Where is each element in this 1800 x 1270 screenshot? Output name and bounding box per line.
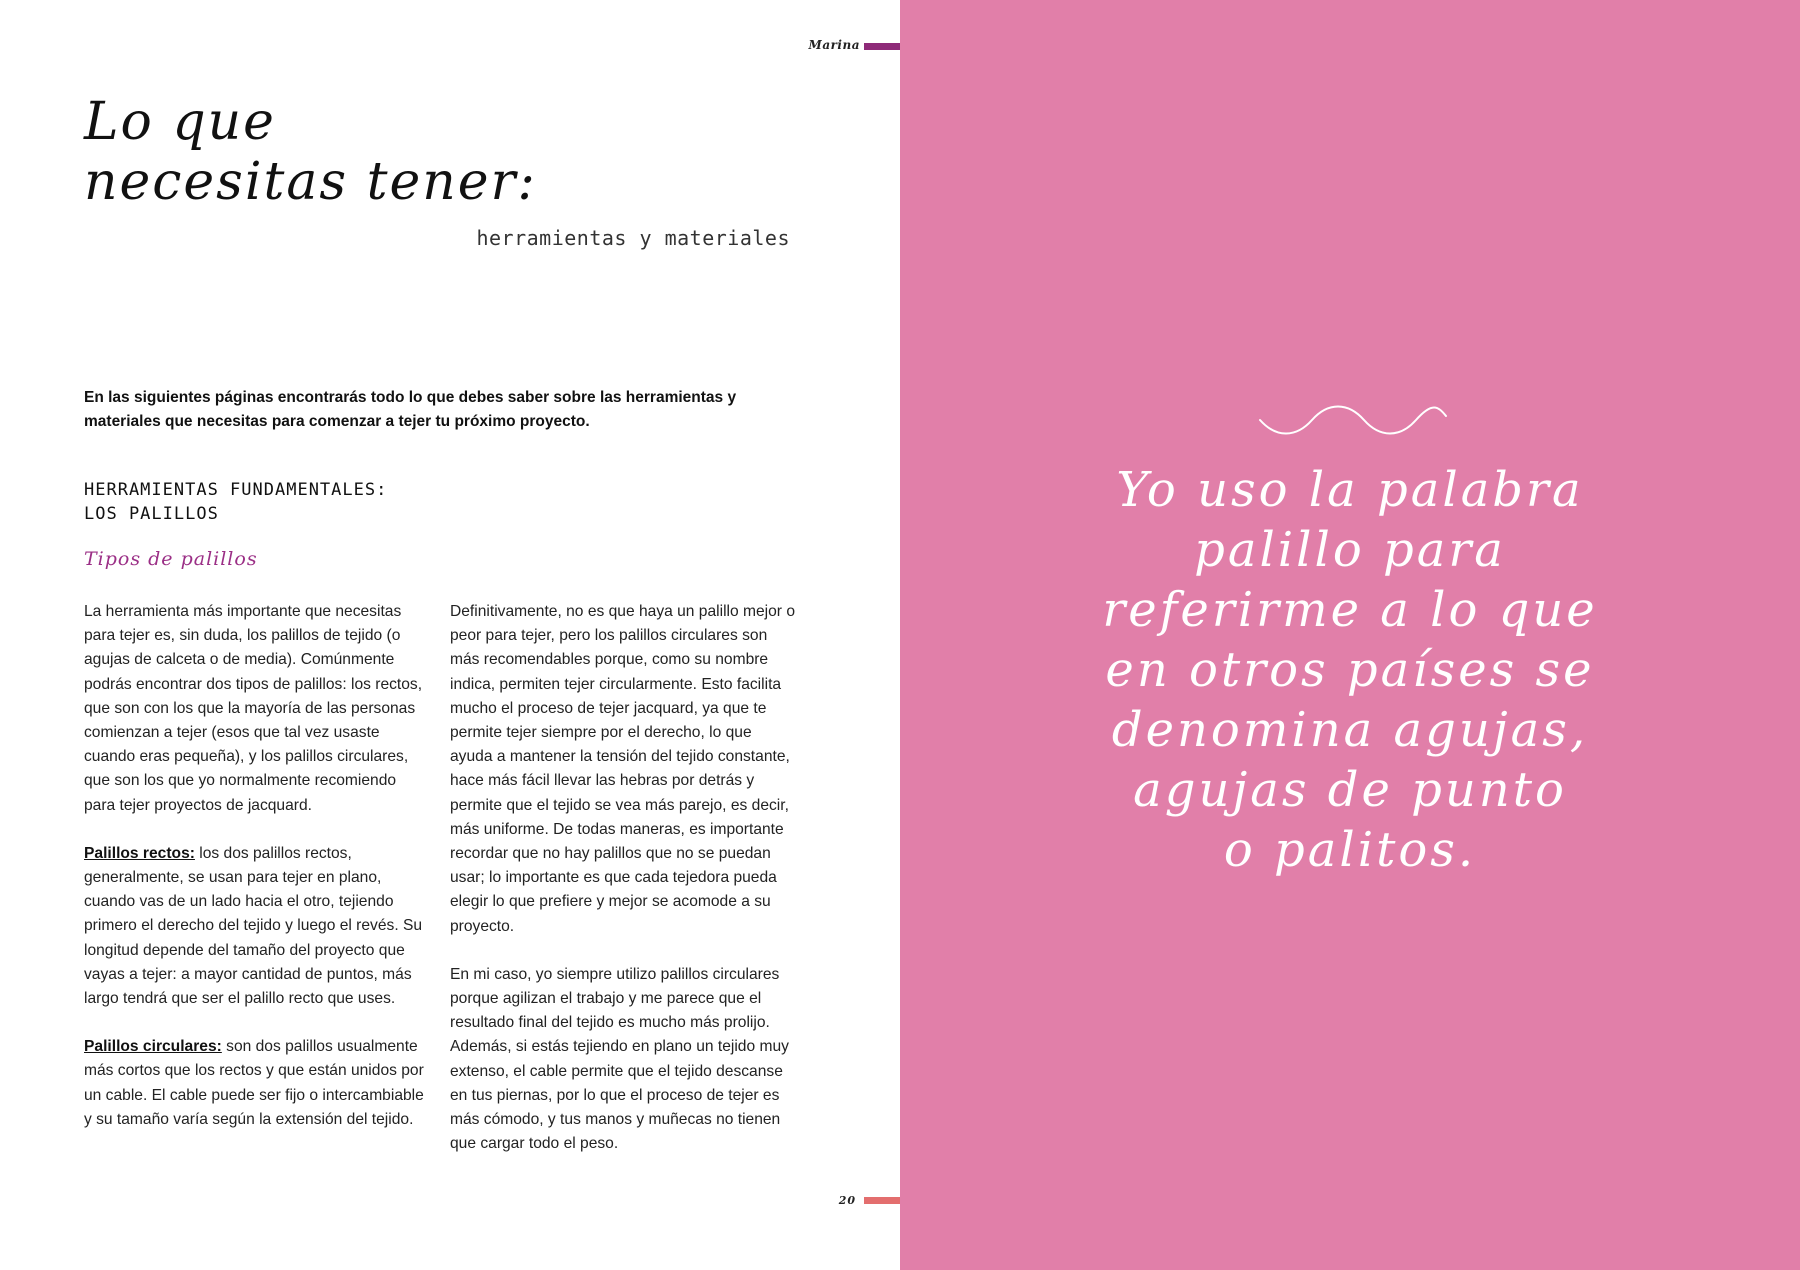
running-head-bar	[864, 43, 900, 50]
quote-line: denomina agujas,	[1111, 702, 1589, 758]
intro-paragraph: En las siguientes páginas encontrarás todo lo que debes saber sobre las herramientas y materiales que necesitas para comenzar a tejer tu próximo proyecto.	[84, 389, 737, 430]
section-heading-line-2: LOS PALILLOS	[84, 504, 219, 524]
page-title	[84, 92, 537, 212]
section-heading-line-1: HERRAMIENTAS FUNDAMENTALES:	[84, 480, 388, 500]
quote-line: referirme a lo que	[1102, 582, 1598, 638]
quote-line: en otros países se	[1105, 642, 1595, 698]
pull-quote	[980, 460, 1720, 880]
text-column-1	[84, 600, 430, 1156]
paragraph: En mi caso, yo siempre utilizo palillos circulares porque agilizan el trabajo y me parece que el resultado final del tejido es mucho más prolijo. Además, si estás tejiendo en plano un tejido muy extenso, el cable permite que el tejido descanse en tus piernas, por lo que el proceso de tejer es más cómodo, y tus manos y muñecas no tienen que cargar todo el peso.	[450, 965, 789, 1153]
wave-ornament-icon	[1258, 402, 1448, 438]
page-number-bar	[864, 1197, 900, 1204]
paragraph-straight-needles	[84, 842, 430, 1011]
paragraph-text: los dos palillos rectos, generalmente, se usan para tejer en plano, cuando vas de un lado hacia el otro, tejiendo primero el derecho del tejido y luego el revés. Su longitud depende del tamaño del proyecto que vayas a tejer: a mayor cantidad de puntos, más largo tendrá que ser el palillo recto que uses.	[84, 844, 423, 1008]
quote-line: Yo uso la palabra	[1116, 462, 1584, 518]
term-circular-needles: Palillos circulares:	[84, 1038, 222, 1056]
term-straight-needles: Palillos rectos:	[84, 844, 195, 862]
paragraph-text: son dos palillos usualmente más cortos que los rectos y que están unidos por un cable. El cable puede ser fijo o intercambiable y su tamaño varía según la extensión del tejido.	[84, 1038, 424, 1128]
paragraph: La herramienta más importante que necesitas para tejer es, sin duda, los palillos de tejido (o agujas de calceta o de media). Comúnmente podrás encontrar dos tipos de palillos: los rectos, que son con los que la mayoría de las personas comienzan a tejer (esos que tal vez usaste cuando eras pequeña), y los palillos circulares, que son los que yo normalmente recomiendo para tejer proyectos de jacquard.	[84, 603, 423, 814]
right-page	[900, 0, 1800, 1270]
quote-line: palillo para	[1194, 522, 1506, 578]
page-title-line-2: necesitas tener:	[84, 152, 537, 212]
paragraph-circular-needles	[84, 1035, 430, 1132]
paragraph: Definitivamente, no es que haya un palillo mejor o peor para tejer, pero los palillos circulares son más recomendables porque, como su nombre indica, permiten tejer circularmente. Esto facilita mucho el proceso de tejer jacquard, ya que te permite tejer siempre por el derecho, lo que ayuda a mantener la tensión del tejido constante, hace más fácil llevar las hebras por detrás y permite que el tejido se vea más parejo, es decir, más uniforme. De todas maneras, es importante recordar que no hay palillos que no se puedan usar; lo importante es que cada tejedora pueda elegir lo que prefiere y mejor se acomode a su proyecto.	[450, 603, 795, 935]
page-number: 20	[838, 1194, 856, 1207]
quote-line: o palitos.	[1223, 822, 1477, 878]
quote-line: agujas de punto	[1133, 762, 1567, 818]
section-heading	[84, 478, 387, 526]
subheading: Tipos de palillos	[84, 548, 258, 570]
page-title-line-1: Lo que	[84, 92, 276, 152]
page-subtitle: herramientas y materiales	[476, 226, 790, 250]
running-head: Marina	[808, 38, 860, 52]
text-column-2	[450, 600, 796, 1180]
